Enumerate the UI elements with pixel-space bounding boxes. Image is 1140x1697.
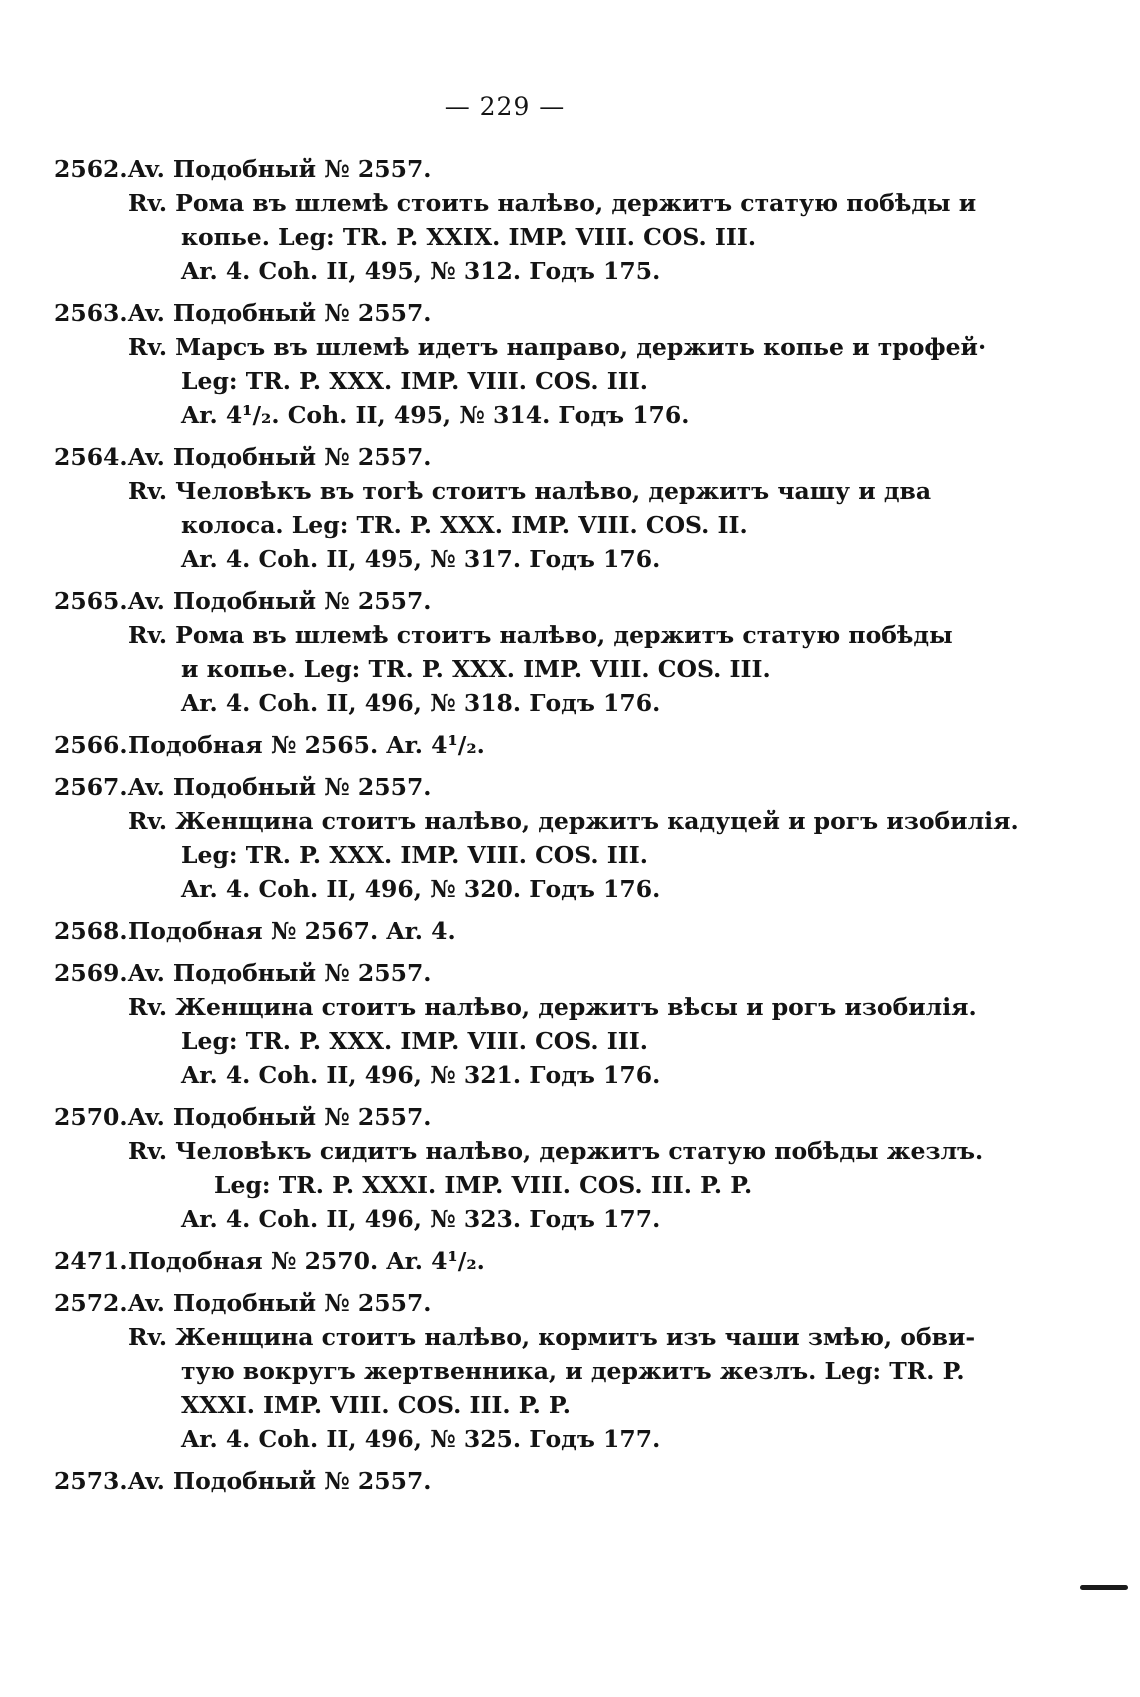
entry-number: 2562. [54, 155, 128, 183]
entry-number: 2567. [54, 773, 128, 801]
entry-number: 2563. [54, 299, 128, 327]
entry-text: Av. Подобный № 2557. [128, 155, 432, 183]
entry-number: 2471. [54, 1247, 128, 1275]
entry-text: Av. Подобный № 2557. [128, 587, 432, 615]
entry-number: 2569. [54, 959, 128, 987]
entry-number: 2570. [54, 1103, 128, 1131]
catalog-entry [54, 296, 987, 432]
entry-text: Av. Подобный № 2557. [128, 1103, 432, 1131]
catalog-entry [54, 440, 932, 576]
catalog-entry [54, 770, 1019, 906]
catalog-entry [54, 584, 953, 720]
entry-number: 2564. [54, 443, 128, 471]
entry-line: Ar. 4. Coh. II, 496, № 325. Годъ 177. [181, 1425, 661, 1453]
entry-line: Ar. 4. Coh. II, 496, № 323. Годъ 177. [181, 1205, 661, 1233]
entry-text: Av. Подобный № 2557. [128, 443, 432, 471]
entry-first-line [54, 1244, 894, 1278]
entry-line: Leg: TR. P. XXX. IMP. VIII. COS. III. [181, 841, 648, 869]
entry-line: тую вокругъ жертвенника, и держитъ жезлъ. Leg: TR. P. [181, 1357, 965, 1385]
entry-first-line [54, 584, 894, 618]
entry-first-line [54, 152, 894, 186]
entry-line: Rv. Человѣкъ въ тогѣ стоитъ налѣво, держитъ чашу и два [128, 477, 932, 505]
entry-line: Leg: TR. P. XXX. IMP. VIII. COS. III. [181, 1027, 648, 1055]
entry-first-line [54, 296, 894, 330]
page-edge-mark [1080, 1585, 1128, 1590]
entry-line: Rv. Рома въ шлемѣ стоитъ налѣво, держитъ статую побѣды [128, 621, 953, 649]
entry-number: 2573. [54, 1467, 128, 1495]
entry-line: копье. Leg: TR. P. XXIX. IMP. VIII. COS. III. [181, 223, 757, 251]
entry-first-line [54, 728, 894, 762]
entry-number: 2566. [54, 731, 128, 759]
entry-line: и копье. Leg: TR. P. XXX. IMP. VIII. COS. III. [181, 655, 771, 683]
entry-first-line [54, 956, 894, 990]
entry-text: Av. Подобный № 2557. [128, 959, 432, 987]
catalog-entry [54, 914, 894, 948]
entry-line: Rv. Человѣкъ сидитъ налѣво, держитъ статую побѣды жезлъ. [128, 1137, 984, 1165]
entry-first-line [54, 1100, 894, 1134]
entry-number: 2565. [54, 587, 128, 615]
entry-text: Av. Подобный № 2557. [128, 1289, 432, 1317]
catalog-entry [54, 956, 977, 1092]
entry-line: Rv. Женщина стоитъ налѣво, держитъ вѣсы и рогъ изобилія. [128, 993, 977, 1021]
catalog-entry [54, 1286, 976, 1456]
entry-line: колоса. Leg: TR. P. XXX. IMP. VIII. COS. II. [181, 511, 748, 539]
catalog-entry [54, 152, 977, 288]
entry-line: Ar. 4. Coh. II, 496, № 318. Годъ 176. [181, 689, 661, 717]
entry-line: Ar. 4¹/₂. Coh. II, 495, № 314. Годъ 176. [181, 401, 690, 429]
entry-line: Rv. Рома въ шлемѣ стоить налѣво, держитъ статую побѣды и [128, 189, 977, 217]
entry-line: Ar. 4. Coh. II, 495, № 317. Годъ 176. [181, 545, 661, 573]
catalog-entry [54, 1244, 894, 1278]
entry-first-line [54, 440, 894, 474]
catalog-entry [54, 1464, 894, 1498]
entry-text: Подобная № 2570. Ar. 4¹/₂. [128, 1247, 485, 1275]
entry-line: Leg: TR. P. XXXI. IMP. VIII. COS. III. P. P. [214, 1171, 753, 1199]
entry-line: Rv. Женщина стоитъ налѣво, держитъ кадуцей и рогъ изобилія. [128, 807, 1019, 835]
catalog-entry [54, 728, 894, 762]
entry-first-line [54, 914, 894, 948]
entry-text: Av. Подобный № 2557. [128, 299, 432, 327]
entry-line: Rv. Марсъ въ шлемѣ идетъ направо, держить копье и трофей· [128, 333, 987, 361]
entry-line: Ar. 4. Coh. II, 496, № 321. Годъ 176. [181, 1061, 661, 1089]
entry-line: XXXI. IMP. VIII. COS. III. P. P. [181, 1391, 571, 1419]
entry-line: Ar. 4. Coh. II, 496, № 320. Годъ 176. [181, 875, 661, 903]
entry-number: 2572. [54, 1289, 128, 1317]
entry-first-line [54, 770, 894, 804]
entry-line: Leg: TR. P. XXX. IMP. VIII. COS. III. [181, 367, 648, 395]
entry-number: 2568. [54, 917, 128, 945]
entry-first-line [54, 1464, 894, 1498]
entry-line: Rv. Женщина стоитъ налѣво, кормитъ изъ чаши змѣю, обви- [128, 1323, 976, 1351]
entry-text: Av. Подобный № 2557. [128, 1467, 432, 1495]
page-number: — 229 — [444, 92, 566, 121]
catalog-entries [54, 152, 1019, 1506]
entry-text: Av. Подобный № 2557. [128, 773, 432, 801]
entry-text: Подобная № 2565. Ar. 4¹/₂. [128, 731, 485, 759]
entry-text: Подобная № 2567. Ar. 4. [128, 917, 456, 945]
entry-first-line [54, 1286, 894, 1320]
catalog-entry [54, 1100, 984, 1236]
entry-line: Ar. 4. Coh. II, 495, № 312. Годъ 175. [181, 257, 661, 285]
